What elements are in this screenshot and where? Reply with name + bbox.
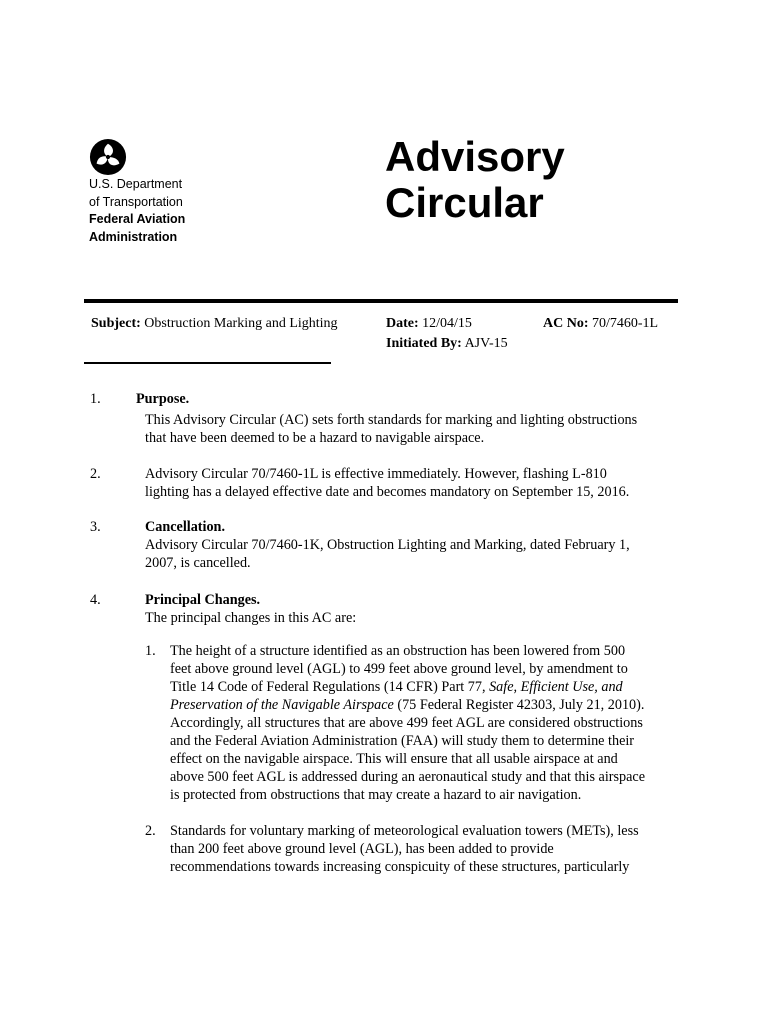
subject-divider: [84, 362, 331, 364]
initiated-value: AJV-15: [461, 336, 508, 351]
text-run: (75 Federal Register 42303, July 21, 2010).: [393, 697, 645, 713]
date-label: Date:: [386, 316, 419, 331]
agency-line-bold: Federal Aviation: [89, 212, 186, 226]
section-number: 1.: [90, 391, 101, 407]
body-line: Advisory Circular 70/7460-1K, Obstruction Lighting and Marking, dated February 1,: [145, 537, 630, 553]
subject-field: [91, 314, 338, 334]
section-body: [145, 465, 685, 501]
document-title: [385, 134, 565, 226]
body-line: Advisory Circular 70/7460-1L is effective immediately. However, flashing L-810: [145, 466, 607, 482]
agency-line: of Transportation: [89, 194, 183, 209]
body-line: than 200 feet above ground level (AGL), has been added to provide: [170, 841, 554, 857]
body-line: 2007, is cancelled.: [145, 555, 251, 571]
initiated-by-field: [386, 334, 508, 354]
title-line: Advisory: [385, 133, 565, 180]
body-line: lighting has a delayed effective date and becomes mandatory on September 15, 2016.: [145, 484, 630, 500]
body-line: and the Federal Aviation Administration (FAA) will study them to determine their: [170, 733, 635, 749]
ac-value: 70/7460-1L: [588, 316, 659, 331]
change-body: [170, 642, 690, 804]
agency-name: [89, 176, 185, 246]
body-line: [170, 696, 690, 714]
ac-number-field: [543, 314, 658, 334]
header-divider: [84, 299, 678, 303]
body-line: above 500 feet AGL is addressed during an aeronautical study and that this airspace: [170, 769, 645, 785]
section-number: 4.: [90, 592, 101, 608]
date-value: 12/04/15: [418, 316, 472, 331]
body-line: The principal changes in this AC are:: [145, 610, 357, 626]
agency-line-bold: Administration: [89, 229, 178, 244]
change-body: [170, 822, 690, 876]
agency-line: U.S. Department: [89, 177, 183, 191]
body-line: that have been deemed to be a hazard to navigable airspace.: [145, 430, 485, 446]
italic-title: Preservation of the Navigable Airspace: [170, 697, 394, 713]
section-heading: [136, 390, 189, 408]
section-number: 3.: [90, 519, 101, 535]
body-line: recommendations towards increasing conspicuity of these structures, particularly: [170, 859, 630, 875]
initiated-label: Initiated By:: [386, 336, 462, 351]
dot-triskelion-icon: [89, 138, 127, 176]
change-number: 2.: [145, 823, 156, 839]
change-number: 1.: [145, 643, 156, 659]
title-line: Circular: [385, 179, 544, 226]
body-line: Accordingly, all structures that are above 499 feet AGL are considered obstructions: [170, 715, 643, 731]
cancellation-heading: Cancellation.: [145, 519, 225, 535]
body-line: The height of a structure identified as an obstruction has been lowered from 500: [170, 643, 626, 659]
body-line: feet above ground level (AGL) to 499 feet above ground level, by amendment to: [170, 661, 628, 677]
section-body: [145, 411, 685, 447]
subject-label: Subject:: [91, 316, 141, 331]
subject-value: Obstruction Marking and Lighting: [140, 316, 338, 331]
body-line: This Advisory Circular (AC) sets forth standards for marking and lighting obstructions: [145, 412, 638, 428]
body-line: Standards for voluntary marking of meteorological evaluation towers (METs), less: [170, 823, 639, 839]
principal-changes-heading: Principal Changes.: [145, 592, 261, 608]
body-line: [170, 678, 690, 696]
section-number: 2.: [90, 466, 101, 482]
date-field: [386, 314, 472, 334]
italic-title: Safe, Efficient Use, and: [489, 679, 623, 695]
body-line: effect on the navigable airspace. This will ensure that all usable airspace at and: [170, 751, 618, 767]
section-body: [145, 518, 685, 572]
text-run: Title 14 Code of Federal Regulations (14 CFR) Part 77,: [170, 679, 490, 695]
section-body: [145, 591, 685, 627]
body-line: is protected from obstructions that may create a hazard to air navigation.: [170, 787, 582, 803]
purpose-heading: Purpose.: [136, 391, 190, 407]
ac-label: AC No:: [543, 316, 589, 331]
